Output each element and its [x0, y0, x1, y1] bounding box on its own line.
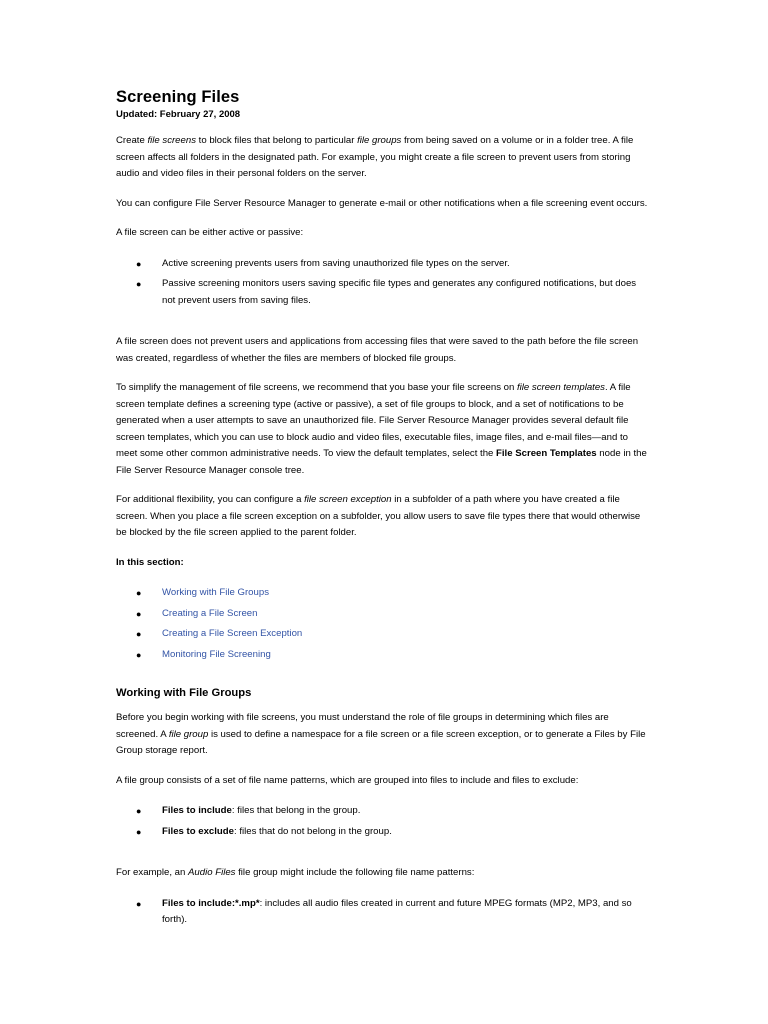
list-item[interactable] [116, 647, 648, 664]
templates-node-name: File Screen Templates [496, 448, 597, 459]
list-item-label: Passive screening monitors users saving specific file types and generates any configured notifications, but does not prevent users from saving files. [162, 278, 637, 306]
bullet-icon: ● [136, 826, 142, 837]
intro-text-3: from being saved on a volume or in a folder tree. A file screen affects all folders in the designated path. For example, you might create a file screen to prevent users from storing audio and video files in their personal folders on the server. [116, 135, 634, 179]
bullet-icon: ● [136, 806, 142, 816]
notifications-paragraph: You can configure File Server Resource Manager to generate e-mail or other notifications when a file screening event occurs. [116, 197, 648, 209]
spacer [116, 853, 648, 865]
page-title: Screening Files [116, 88, 240, 106]
templates-emphasis: file screen templates [517, 382, 605, 393]
templates-paragraph [116, 380, 648, 479]
example-pattern-list [116, 896, 648, 929]
files-to-include-label: Files to include [162, 805, 232, 816]
section-heading-working-with-file-groups: Working with File Groups [116, 687, 252, 699]
example-emphasis-audio-files: Audio Files [188, 867, 236, 878]
bullet-icon: ● [136, 608, 142, 619]
exception-emphasis: file screen exception [304, 494, 392, 505]
list-item [116, 824, 648, 841]
link-creating-a-file-screen-exception[interactable]: Creating a File Screen Exception [162, 628, 303, 639]
screen-type-list [116, 256, 648, 310]
exception-paragraph [116, 492, 648, 542]
section-link-list [116, 585, 648, 663]
file-groups-intro-paragraph [116, 710, 648, 760]
example-pattern-label: Files to include:*.mp* [162, 897, 260, 909]
example-pattern-text: : includes all audio files created in current and future MPEG formats (MP2, MP3, and so forth). [162, 897, 632, 925]
list-item-label: Active screening prevents users from saving unauthorized file types on the server. [162, 257, 510, 269]
list-item[interactable] [116, 626, 648, 643]
templates-text-1: To simplify the management of file screens, we recommend that you base your file screens on [116, 382, 517, 393]
exception-text-1: For additional flexibility, you can configure a [116, 494, 305, 505]
file-groups-emphasis: file group [168, 728, 209, 740]
access-paragraph: A file screen does not prevent users and applications from accessing files that were saved to the path before the file screen was created, regardless of whether the files are members of blocked file groups. [116, 336, 639, 364]
updated-date: Updated: February 27, 2008 [116, 109, 241, 120]
link-working-with-file-groups[interactable]: Working with File Groups [162, 587, 269, 598]
screen-type-lead: A file screen can be either active or passive: [116, 227, 304, 238]
bullet-icon: ● [136, 258, 142, 269]
list-item[interactable] [116, 606, 648, 623]
list-item [116, 896, 648, 929]
bullet-icon: ● [136, 279, 142, 289]
link-creating-a-file-screen[interactable]: Creating a File Screen [162, 607, 258, 619]
intro-emphasis-file-groups: file groups [357, 135, 402, 146]
list-item [116, 256, 648, 273]
file-groups-text-1: Before you begin working with file screens, you must understand the role of file groups in determining which files are screened. A [116, 712, 609, 740]
files-to-exclude-label: Files to exclude [162, 825, 234, 837]
templates-text-3: node in the File Server Resource Manager console tree. [116, 448, 647, 476]
intro-emphasis-file-screens: file screens [147, 135, 196, 146]
intro-text-1: Create [116, 135, 148, 146]
audio-files-example-paragraph [116, 865, 648, 882]
list-item [116, 803, 648, 820]
link-monitoring-file-screening[interactable]: Monitoring File Screening [162, 648, 271, 660]
intro-text-2: to block files that belong to particular [196, 135, 358, 146]
in-this-section-label: In this section: [116, 556, 184, 568]
file-groups-text-2: is used to define a namespace for a file screen or a file screen exception, or to generate a Files by File Group storage report. [116, 728, 646, 756]
example-text-2: file group might include the following file name patterns: [235, 867, 475, 878]
file-patterns-paragraph: A file group consists of a set of file name patterns, which are grouped into files to include and files to exclude: [116, 774, 579, 786]
spacer [116, 322, 648, 334]
templates-text-2: . A file screen template defines a screening type (active or passive), a set of file groups to block, and a set of notifications to be generated when a user attempts to save an unauthorized file. File Server Resource Manager provides several default file screen templates, which you can use to block audio and video files, executable files, image files, and e-mail files—and to meet some other common administrative needs. To view the default templates, select the [116, 382, 631, 459]
example-text-1: For example, an [116, 867, 188, 878]
bullet-icon: ● [136, 649, 142, 660]
bullet-icon: ● [136, 588, 142, 598]
files-to-include-text: : files that belong in the group. [231, 805, 361, 816]
bullet-icon: ● [136, 898, 142, 909]
intro-paragraph [116, 133, 648, 183]
list-item[interactable] [116, 585, 648, 602]
list-item [116, 276, 648, 309]
exception-text-2: in a subfolder of a path where you have created a file screen. When you place a file screen exception on a subfolder, you allow users to save file types there that would otherwise be blocked by the file screen applied to the parent folder. [116, 494, 641, 538]
include-exclude-list [116, 803, 648, 840]
files-to-exclude-text: : files that do not belong in the group. [233, 825, 392, 837]
bullet-icon: ● [136, 629, 142, 639]
